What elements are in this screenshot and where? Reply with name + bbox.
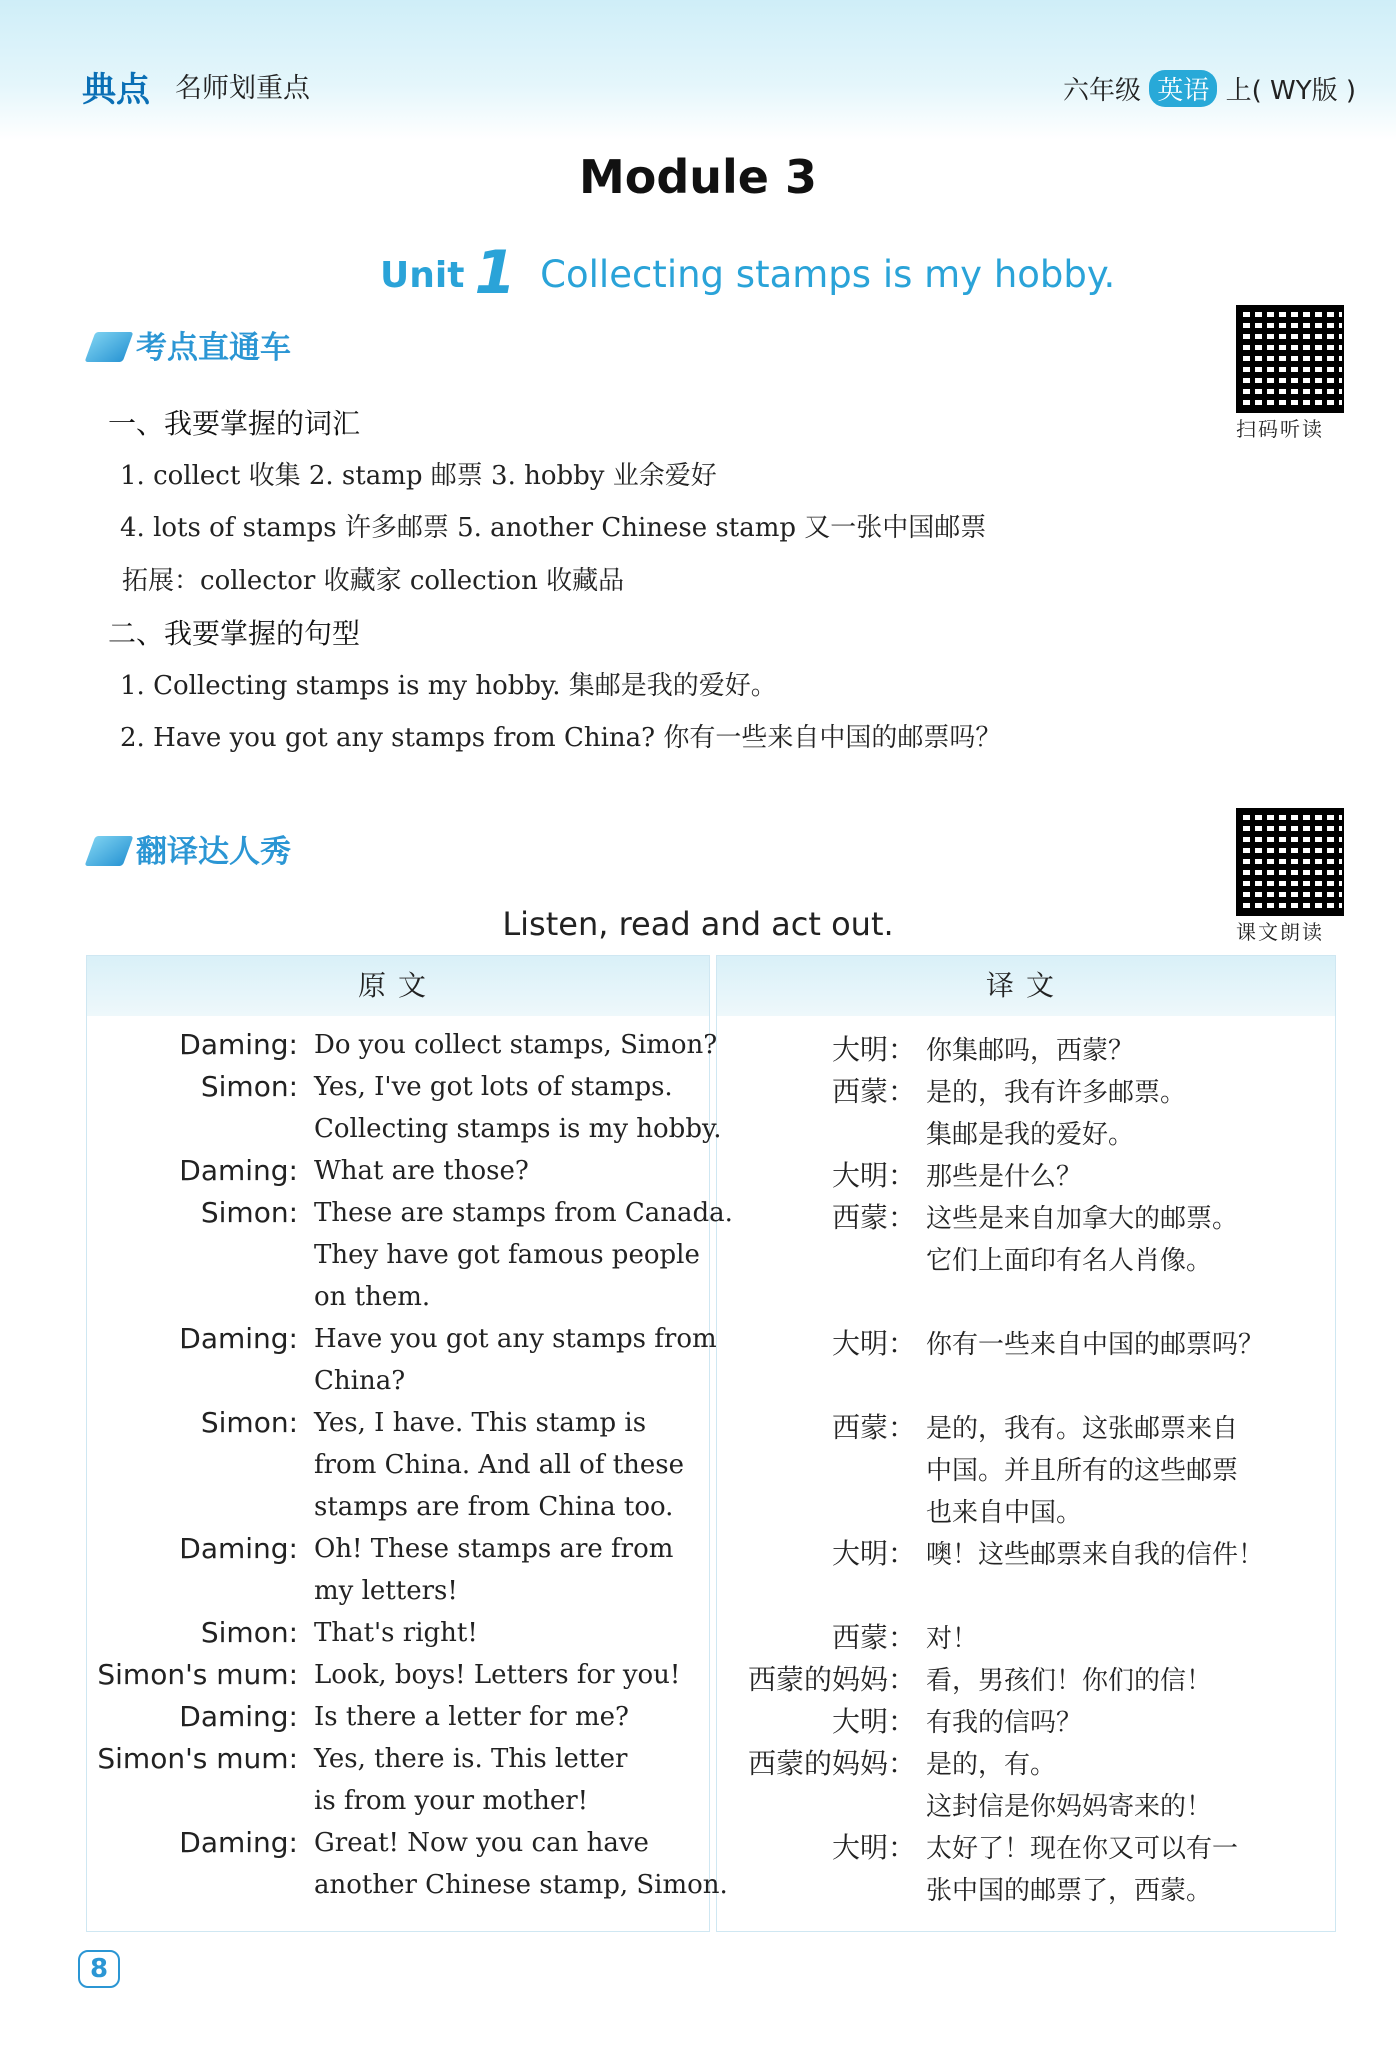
page-number: 8 [78, 1950, 120, 1988]
qr-code-listen[interactable] [1236, 305, 1344, 413]
extension-text: collector 收藏家 collection 收藏品 [200, 566, 625, 596]
book-icon [85, 332, 134, 362]
original-line: They have got famous people [314, 1240, 700, 1270]
original-line: another Chinese stamp, Simon. [314, 1870, 728, 1900]
translation-line: 你集邮吗，西蒙？ [926, 1036, 1135, 1066]
translation-line: 看，男孩们！你们的信！ [926, 1666, 1213, 1696]
qr-label-listen: 扫码听读 [1236, 417, 1324, 441]
listen-instruction: Listen, read and act out. [502, 905, 894, 943]
vocab-heading: 一、我要掌握的词汇 [108, 407, 361, 440]
qr-code-read[interactable] [1236, 808, 1344, 916]
original-line: Collecting stamps is my hobby. [314, 1114, 722, 1144]
original-line: on them. [314, 1282, 431, 1312]
translation-speaker: 西蒙： [831, 1201, 916, 1234]
translation-line: 张中国的邮票了，西蒙。 [926, 1876, 1213, 1906]
translation-speaker: 西蒙的妈妈： [747, 1747, 916, 1780]
original-speaker: Simon's mum: [97, 1658, 298, 1691]
qr-label-read: 课文朗读 [1236, 920, 1324, 944]
original-line: What are those? [314, 1156, 529, 1186]
vocab-line-1: 1. collect 收集 2. stamp 邮票 3. hobby 业余爱好 [120, 461, 717, 491]
extension-label: 拓展： [122, 566, 201, 596]
original-line: Look, boys! Letters for you! [314, 1660, 681, 1690]
original-head: 原文 [87, 956, 709, 1016]
sentence-line-2: 2. Have you got any stamps from China? 你有一些来自中国的邮票吗？ [120, 723, 1002, 753]
translation-speaker: 大明： [831, 1537, 916, 1570]
vocab-line-2: 4. lots of stamps 许多邮票 5. another Chinese stamp 又一张中国邮票 [120, 513, 987, 543]
translation-speaker: 大明： [831, 1159, 916, 1192]
grade-prefix: 六年级 [1063, 76, 1142, 106]
translation-line: 是的，有。 [926, 1750, 1057, 1780]
book-icon [85, 836, 134, 866]
translation-line: 这些是来自加拿大的邮票。 [926, 1204, 1239, 1234]
translation-line: 是的，我有。这张邮票来自 [926, 1414, 1239, 1444]
translation-line: 这封信是你妈妈寄来的！ [926, 1792, 1213, 1822]
translation-speaker: 大明： [831, 1831, 916, 1864]
translation-line: 有我的信吗？ [926, 1708, 1083, 1738]
original-line: Yes, I have. This stamp is [314, 1408, 647, 1438]
translation-line: 太好了！现在你又可以有一 [926, 1834, 1239, 1864]
original-line: is from your mother! [314, 1786, 589, 1816]
translation-speaker: 大明： [831, 1327, 916, 1360]
original-line: Great! Now you can have [314, 1828, 649, 1858]
translation-speaker: 西蒙： [831, 1411, 916, 1444]
vocab-extension [122, 560, 624, 597]
translation-line: 它们上面印有名人肖像。 [926, 1246, 1213, 1276]
original-speaker: Simon: [200, 1196, 298, 1229]
translation-speaker: 大明： [831, 1033, 916, 1066]
original-line: Yes, there is. This letter [314, 1744, 628, 1774]
section-title-fanyi [90, 826, 291, 871]
original-line: from China. And all of these [314, 1450, 685, 1480]
subject-badge: 英语 [1149, 70, 1217, 107]
original-line: China? [314, 1366, 406, 1396]
original-line: Do you collect stamps, Simon? [314, 1030, 718, 1060]
grade-suffix: 上( WY版 ) [1225, 76, 1356, 106]
translation-speaker: 西蒙： [831, 1075, 916, 1108]
translation-line: 那些是什么？ [926, 1162, 1083, 1192]
section-title-kaodian [90, 322, 291, 367]
translation-speaker: 西蒙的妈妈： [747, 1663, 916, 1696]
translation-line: 也来自中国。 [926, 1498, 1083, 1528]
original-speaker: Daming: [179, 1028, 298, 1061]
original-speaker: Simon: [200, 1406, 298, 1439]
original-speaker: Daming: [179, 1154, 298, 1187]
module-title: Module 3 [578, 150, 818, 204]
translation-line: 是的，我有许多邮票。 [926, 1078, 1187, 1108]
translation-line: 对！ [926, 1624, 979, 1654]
original-line: my letters! [314, 1576, 458, 1606]
translation-speaker: 大明： [831, 1705, 916, 1738]
brand-subtitle: 名师划重点 [175, 73, 310, 104]
original-line: Oh! These stamps are from [314, 1534, 674, 1564]
original-speaker: Simon: [200, 1616, 298, 1649]
original-line: That's right! [314, 1618, 478, 1648]
original-speaker: Simon's mum: [97, 1742, 298, 1775]
unit-word: Unit [380, 255, 465, 296]
original-line: Yes, I've got lots of stamps. [314, 1072, 673, 1102]
section1-label: 考点直通车 [136, 330, 291, 366]
grade-label [1063, 70, 1356, 107]
original-speaker: Daming: [179, 1532, 298, 1565]
original-speaker: Simon: [200, 1070, 298, 1103]
translation-line: 集邮是我的爱好。 [926, 1120, 1135, 1150]
brand-logo: 典点 [82, 70, 150, 110]
original-line: Have you got any stamps from [314, 1324, 717, 1354]
original-line: stamps are from China too. [314, 1492, 674, 1522]
translation-speaker: 西蒙： [831, 1621, 916, 1654]
unit-heading [380, 238, 1115, 308]
original-speaker: Daming: [179, 1322, 298, 1355]
translation-head: 译文 [717, 956, 1335, 1016]
original-line: These are stamps from Canada. [314, 1198, 733, 1228]
unit-number: 1 [474, 238, 517, 308]
sentence-heading: 二、我要掌握的句型 [108, 617, 361, 650]
sentence-line-1: 1. Collecting stamps is my hobby. 集邮是我的爱好。 [120, 671, 777, 701]
translation-line: 中国。并且所有的这些邮票 [926, 1456, 1239, 1486]
translation-line: 你有一些来自中国的邮票吗？ [926, 1330, 1265, 1360]
translation-line: 噢！这些邮票来自我的信件！ [926, 1540, 1265, 1570]
original-line: Is there a letter for me? [314, 1702, 629, 1732]
unit-title: Collecting stamps is my hobby. [540, 253, 1116, 296]
section2-label: 翻译达人秀 [136, 834, 291, 870]
original-speaker: Daming: [179, 1826, 298, 1859]
original-speaker: Daming: [179, 1700, 298, 1733]
